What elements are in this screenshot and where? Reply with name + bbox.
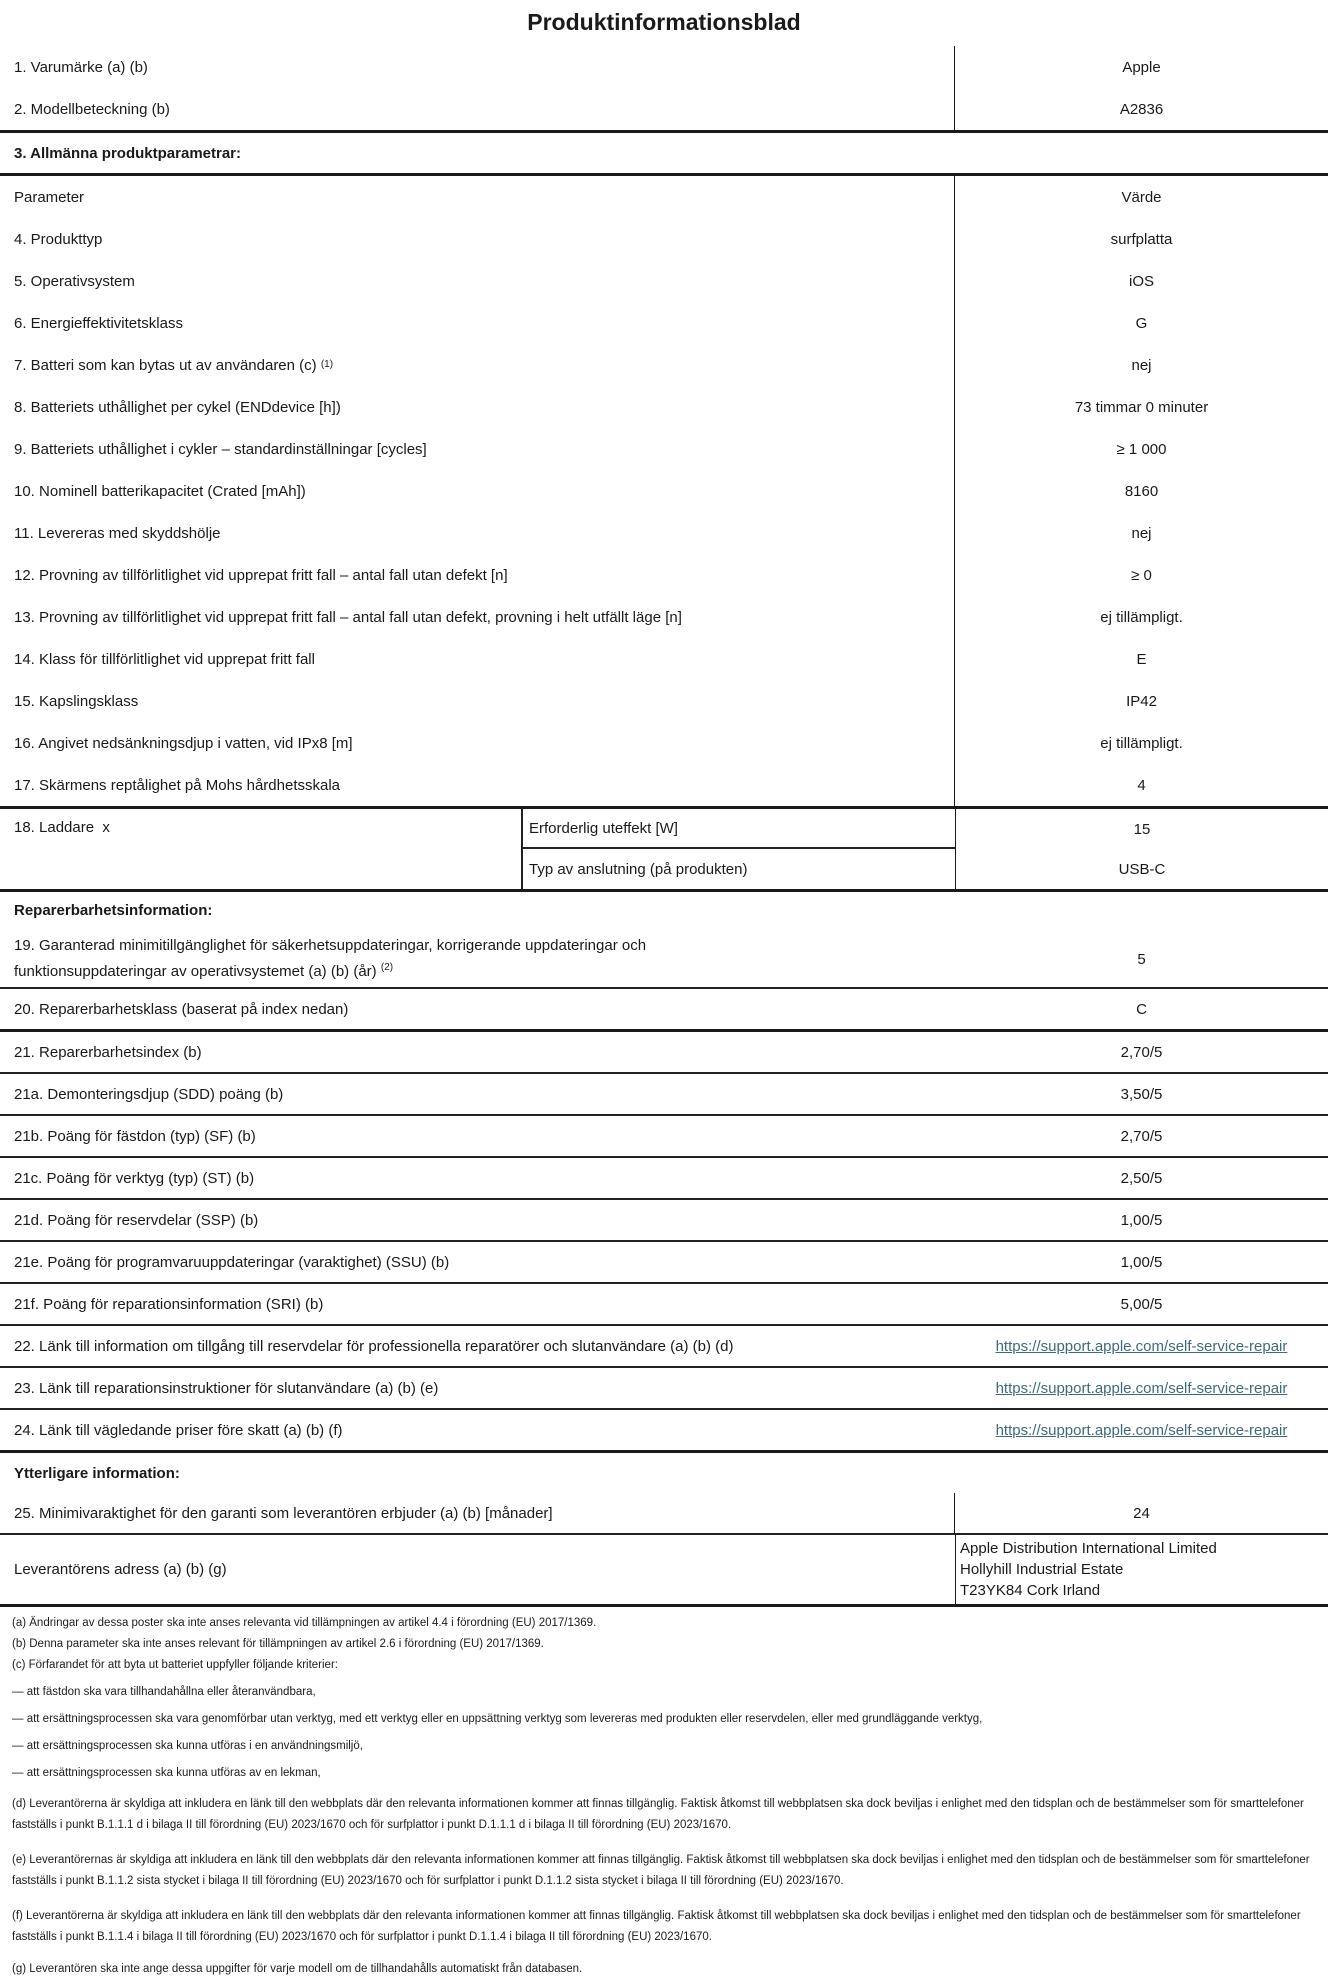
row-label: 23. Länk till reparationsinstruktioner för slutanvändare (a) (b) (e) [14,1379,439,1397]
row-label: Leverantörens adress (a) (b) (g) [14,1561,227,1578]
table-row [0,428,1328,470]
footnote: (g) Leverantören ska inte ange dessa uppgifter för varje modell om de tillhandahålls automatiskt från databasen. [12,1963,583,1975]
sub-row-value: 15 [1133,820,1151,838]
table-row [0,989,1328,1032]
self-service-repair-link[interactable]: https://support.apple.com/self-service-repair [995,1379,1288,1397]
row-value: iOS [954,260,1328,302]
footnote: — att ersättningsprocessen ska kunna utföras i en användningsmiljö, [12,1740,363,1752]
row-value: A2836 [954,88,1328,130]
table-row [0,1493,1328,1535]
row-value: 2,70/5 [1120,1043,1163,1061]
row-label: 7. Batteri som kan bytas ut av användaren (c) (1) [14,356,334,374]
address-line: Hollyhill Industrial Estate [960,1561,1124,1578]
row-label: 21c. Poäng för verktyg (typ) (ST) (b) [14,1169,255,1187]
row-value: ≥ 0 [954,554,1328,596]
row-label: 18. Laddare x [14,819,110,836]
sub-row-value: USB-C [1118,860,1166,878]
row-value: IP42 [954,680,1328,722]
table-row [0,1158,1328,1200]
supplier-address [955,1535,1328,1604]
table-row [0,88,1328,130]
row-label: 11. Levereras med skyddshölje [14,524,221,542]
table-row [0,1242,1328,1284]
row-label: 21f. Poäng för reparationsinformation (SRI) (b) [14,1295,324,1313]
section-heading-general: 3. Allmänna produktparametrar: [0,133,1328,176]
table-row [0,1032,1328,1074]
row-value: 5,00/5 [1120,1295,1163,1313]
row-label: 4. Produkttyp [14,230,103,248]
table-row [0,46,1328,88]
row-value: 5 [1137,950,1146,968]
table-row [0,680,1328,722]
brand-model-table [0,46,1328,133]
row-label: 22. Länk till information om tillgång till reservdelar för professionella reparatörer och slutanvändare (a) (b) (d) [14,1337,734,1355]
row-value: ej tillämpligt. [954,722,1328,764]
row-value: 8160 [954,470,1328,512]
row-label: 21e. Poäng för programvaruuppdateringar (varaktighet) (SSU) (b) [14,1253,450,1271]
row-value: 2,70/5 [1120,1127,1163,1145]
table-row [0,512,1328,554]
row-label: 5. Operativsystem [14,272,135,290]
table-header-row [0,176,1328,218]
charger-sub-labels [521,809,955,889]
table-row [0,344,1328,386]
row-label: 21d. Poäng för reservdelar (SSP) (b) [14,1211,259,1229]
row-value: E [954,638,1328,680]
supplier-address-row [0,1535,1328,1607]
footnote-marker: (2) [380,962,394,973]
section-heading-additional: Ytterligare information: [14,1464,180,1482]
column-header-parameter: Parameter [14,188,85,206]
footnote: — att fästdon ska vara tillhandahållna eller återanvändbara, [12,1686,316,1698]
table-row [0,386,1328,428]
row-value: Apple [954,46,1328,88]
row-label: 9. Batteriets uthållighet i cykler – standardinställningar [cycles] [14,440,427,458]
page-title: Produktinformationsblad [527,9,801,35]
row-value: 3,50/5 [1120,1085,1163,1103]
row-label: 12. Provning av tillförlitlighet vid upprepat fritt fall – antal fall utan defekt [n] [14,566,508,584]
row-label: 13. Provning av tillförlitlighet vid upprepat fritt fall – antal fall utan defekt, provning i helt utfällt läge [n] [14,608,682,626]
sub-row-label: Erforderlig uteffekt [W] [523,809,955,849]
table-row [0,554,1328,596]
table-row [0,218,1328,260]
row-label: 21a. Demonteringsdjup (SDD) poäng (b) [14,1085,284,1103]
row-value: ≥ 1 000 [954,428,1328,470]
self-service-repair-link[interactable]: https://support.apple.com/self-service-repair [995,1421,1288,1439]
row-value: nej [954,344,1328,386]
footnote: (b) Denna parameter ska inte anses relevant för tillämpningen av artikel 2.6 i förordning (EU) 2017/1369. [12,1638,544,1650]
row-label: 14. Klass för tillförlitlighet vid upprepat fritt fall [14,650,315,668]
footnote: (a) Ändringar av dessa poster ska inte anses relevanta vid tillämpningen av artikel 4.4 i förordning (EU) 2017/1369. [12,1617,597,1629]
table-row [0,764,1328,809]
row-label: 19. Garanterad minimitillgänglighet för säkerhetsuppdateringar, korrigerande uppdateringar och funktionsuppdateringar av operativsystemet (a) (b) (år) $^{(2)}$ [14,937,647,980]
row-value: ej tillämpligt. [954,596,1328,638]
column-header-value: Värde [954,176,1328,218]
row-label: 25. Minimivaraktighet för den garanti som leverantören erbjuder (a) (b) [månader] [14,1504,553,1522]
footnotes [0,1607,1328,1977]
row-label: 8. Batteriets uthållighet per cykel (ENDdevice [h]) [14,398,341,416]
table-row [0,470,1328,512]
row-label: 24. Länk till vägledande priser före skatt (a) (b) (f) [14,1421,343,1439]
row-value: 1,00/5 [1120,1211,1163,1229]
footnote: (d) Leverantörerna är skyldiga att inkludera en länk till den webbplats där den relevanta informationen kommer att finnas tillgänglig. Faktisk åtkomst till webbplatsen ska dock beviljas i enlighet med den tidsplan och de bestämmelser som för smarttelefoner fastställs i punkt B.1.1.1 d i bilaga II till förordning (EU) 2023/1670 och för surfplattor i punkt D.1.1.1 d i bilaga II till förordning (EU) 2023/1670. [12,1798,1304,1831]
row-value: C [1136,1000,1147,1018]
table-row [0,1284,1328,1326]
footnote: (f) Leverantörerna är skyldiga att inkludera en länk till den webbplats där den relevanta informationen kommer att finnas tillgänglig. Faktisk åtkomst till webbplatsen ska dock beviljas i enlighet med den tidsplan och de bestämmelser som för smarttelefoner fastställs i punkt B.1.1.4 i bilaga II till förordning (EU) 2023/1670 och för surfplattor i punkt D.1.1.4 i bilaga II till förordning (EU) 2023/1670. [12,1910,1301,1943]
row-value: 2,50/5 [1120,1169,1163,1187]
self-service-repair-link[interactable]: https://support.apple.com/self-service-repair [995,1337,1288,1355]
row-label: 15. Kapslingsklass [14,692,139,710]
general-parameters-table [0,176,1328,892]
row-label: 20. Reparerbarhetsklass (baserat på index nedan) [14,1000,349,1018]
row-value: surfplatta [954,218,1328,260]
row-value: nej [954,512,1328,554]
footnote: — att ersättningsprocessen ska kunna utföras av en lekman, [12,1767,321,1779]
row-label: 2. Modellbeteckning (b) [14,100,170,118]
table-row-link [0,1368,1328,1410]
charger-sub-values [955,809,1328,889]
table-row [0,302,1328,344]
footnote: (c) Förfarandet för att byta ut batteriet uppfyller följande kriterier: [12,1659,338,1671]
table-row [0,638,1328,680]
row-label: 1. Varumärke (a) (b) [14,58,148,76]
row-label: 10. Nominell batterikapacitet (Crated [mAh]) [14,482,306,500]
row-label: 16. Angivet nedsänkningsdjup i vatten, vid IPx8 [m] [14,734,353,752]
row-label: 21. Reparerbarhetsindex (b) [14,1043,202,1061]
table-row [0,596,1328,638]
row-value: 1,00/5 [1120,1253,1163,1271]
footnote: — att ersättningsprocessen ska vara genomförbar utan verktyg, med ett verktyg eller en uppsättning verktyg som levereras med produkten eller reservdelen, eller med grundläggande verktyg, [12,1713,983,1725]
address-line: Apple Distribution International Limited [960,1540,1217,1557]
table-row-link [0,1410,1328,1453]
table-row [0,1074,1328,1116]
table-row [0,1116,1328,1158]
table-row-19 [0,928,1328,989]
footnote: (e) Leverantörernas är skyldiga att inkludera en länk till den webbplats där den relevanta informationen kommer att finnas tillgänglig. Faktisk åtkomst till webbplatsen ska dock beviljas i enlighet med den tidsplan och de bestämmelser som för smarttelefoner fastställs i punkt B.1.1.2 sista stycket i bilaga II till förordning (EU) 2023/1670 och för surfplattor i punkt D.1.1.2 sista stycket i bilaga II till förordning (EU) 2023/1670. [12,1854,1310,1887]
sub-row-label: Typ av anslutning (på produkten) [529,860,748,878]
row-label: 21b. Poäng för fästdon (typ) (SF) (b) [14,1127,256,1145]
charger-row [0,809,1328,892]
row-label: 17. Skärmens reptålighet på Mohs hårdhetsskala [14,776,341,794]
row-value: 24 [954,1493,1328,1533]
row-value: G [954,302,1328,344]
row-value: 73 timmar 0 minuter [954,386,1328,428]
row-label: 6. Energieffektivitetsklass [14,314,183,332]
address-line: T23YK84 Cork Irland [960,1582,1101,1599]
table-row-link [0,1326,1328,1368]
table-row [0,260,1328,302]
section-heading-repairability: Reparerbarhetsinformation: [14,901,213,919]
table-row [0,722,1328,764]
row-value: 4 [954,764,1328,806]
table-row [0,1200,1328,1242]
